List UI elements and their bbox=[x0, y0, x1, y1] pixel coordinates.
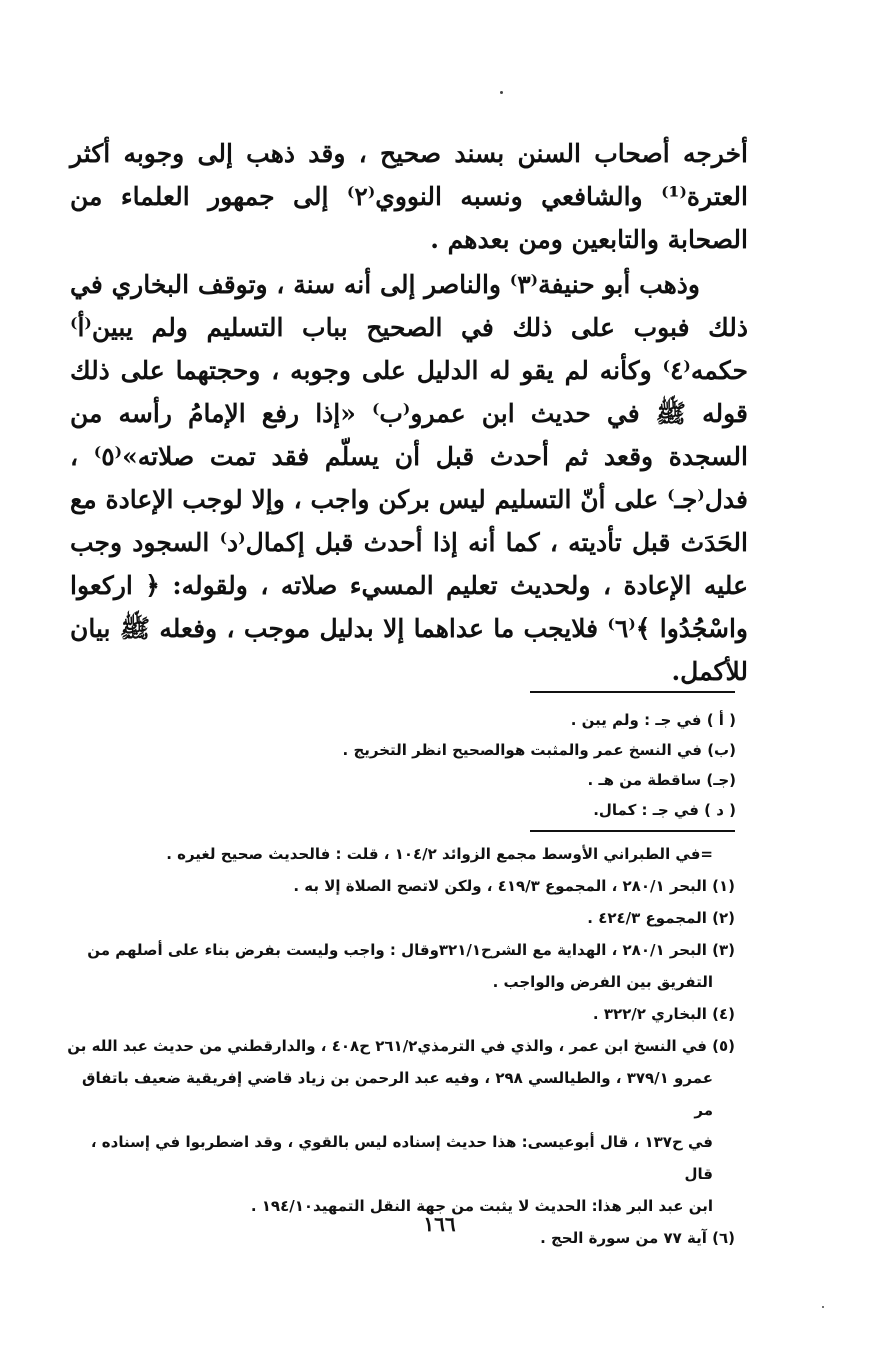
footnote-5-continuation: عمرو ٣٧٩/١ ، والطيالسي ٢٩٨ ، وفيه عبد الرحمن بن زياد قاضي إفريقية ضعيف باتفاق مر bbox=[82, 1069, 713, 1119]
footnote-3-continuation: التفريق بين الفرض والواجب . bbox=[492, 973, 713, 991]
scan-speck bbox=[500, 91, 503, 94]
footnote-6: (٦) آية ٧٧ من سورة الحج . bbox=[540, 1229, 735, 1247]
variant-item: ( أ ) في جـ : ولم يبن . bbox=[570, 711, 736, 729]
variants-separator bbox=[530, 691, 735, 693]
footnote-4: (٤) البخاري ٣٢٢/٢ . bbox=[592, 1005, 735, 1023]
footnote-3: (٣) البحر ٢٨٠/١ ، الهداية مع الشرح٣٢١/١وقال : واجب وليست بفرض بناء على أصلهم من bbox=[87, 941, 735, 959]
paragraph-1: أخرجه أصحاب السنن بسند صحيح ، وقد ذهب إلى وجوبه أكثر العترة⁽¹⁾ والشافعي ونسبه النووي⁽٢⁾ إلى جمهور العلماء من الصحابة والتابعين ومن بعدهم . bbox=[70, 139, 748, 254]
textual-variants bbox=[300, 705, 736, 825]
variant-item: (جـ) ساقطة من هـ . bbox=[587, 771, 736, 789]
page-number: ١٦٦ bbox=[423, 1212, 456, 1236]
variant-item: (ب) في النسخ عمر والمثبت هوالصحيح انظر التخريج . bbox=[342, 741, 736, 759]
scan-speck bbox=[822, 1306, 824, 1308]
footnote-5: (٥) في النسخ ابن عمر ، والذي في الترمذي٢٦١/٢ ح٤٠٨ ، والدارقطني من حديث عبد الله بن bbox=[67, 1037, 735, 1055]
footnote-carryover: =في الطبراني الأوسط مجمع الزوائد ١٠٤/٢ ، قلت : فالحديث صحيح لغيره . bbox=[166, 845, 713, 863]
footnote-5-continuation: في ح١٣٧ ، قال أبوعيسى: هذا حديث إسناده ليس بالقوي ، وقد اضطربوا في إسناده ، قال bbox=[90, 1133, 713, 1183]
footnote-5-continuation: ابن عبد البر هذا: الحديث لا يثبت من جهة النقل التمهيد١٩٤/١٠ . bbox=[250, 1197, 713, 1215]
footnotes bbox=[60, 838, 735, 1254]
footnote-1: (١) البحر ٢٨٠/١ ، المجموع ٤١٩/٣ ، ولكن لاتصح الصلاة إلا به . bbox=[293, 877, 735, 895]
main-body-text bbox=[70, 132, 748, 693]
footnote-2: (٢) المجموع ٤٢٤/٣ . bbox=[587, 909, 735, 927]
paragraph-2: وذهب أبو حنيفة⁽٣⁾ والناصر إلى أنه سنة ، وتوقف البخاري في ذلك فبوب على ذلك في الصحيح بباب التسليم ولم يبين⁽أ⁾ حكمه⁽٤⁾ وكأنه لم يقو له الدليل على وجوبه ، وحجتهما على ذلك قوله ﷺ في حديث ابن عمرو⁽ب⁾ «إذا رفع الإمامُ رأسه من السجدة وقعد ثم أحدث قبل أن يسلّم فقد تمت صلاته»⁽٥⁾ ، فدل⁽جـ⁾ على أنّ التسليم ليس بركن واجب ، وإلا لوجب الإعادة مع الحَدَث قبل تأديته ، كما أنه إذا أحدث قبل إكمال⁽د⁾ السجود وجب عليه الإعادة ، ولحديث تعليم المسيء صلاته ، ولقوله: ﴿ اركعوا واسْجُدُوا ﴾⁽٦⁾ فلايجب ما عداهما إلا بدليل موجب ، وفعله ﷺ بيان للأكمل. bbox=[70, 270, 748, 686]
variant-item: ( د ) في جـ : كمال. bbox=[593, 801, 736, 819]
footnotes-separator bbox=[530, 830, 735, 832]
